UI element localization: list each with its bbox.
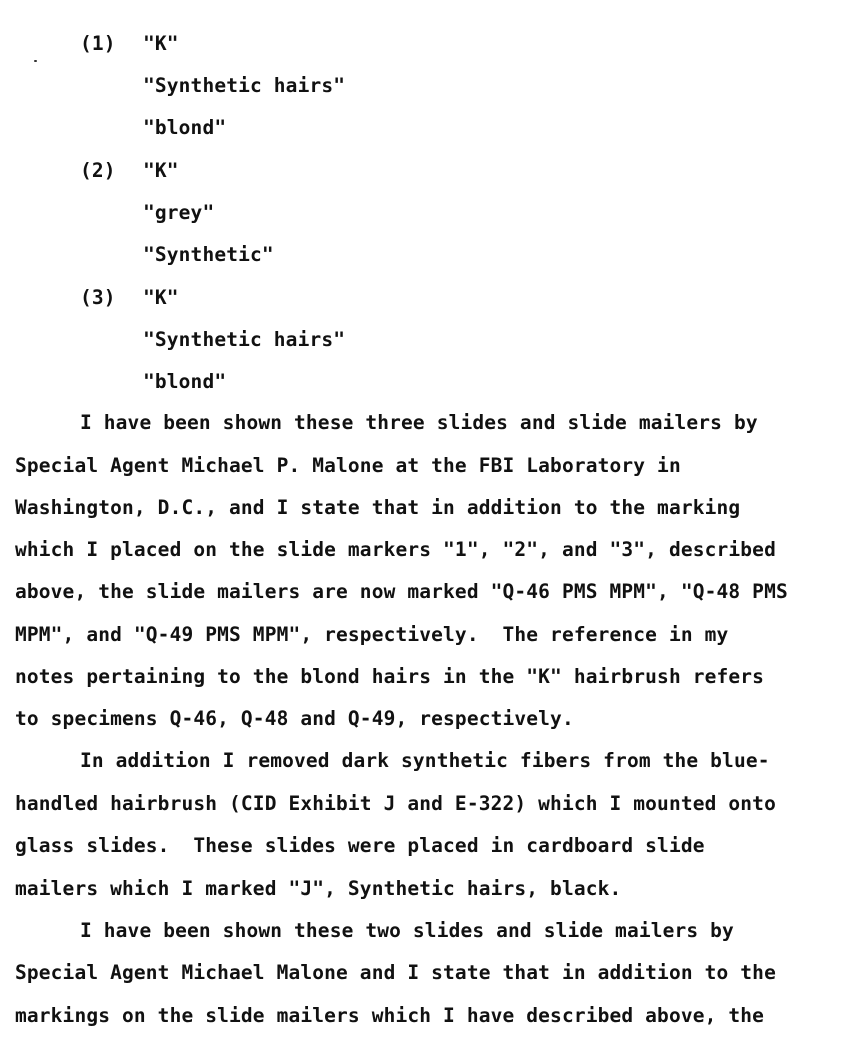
list-item-number: (2)	[80, 159, 116, 182]
list-item-line: "K"	[143, 286, 179, 309]
list-item-line: "Synthetic hairs"	[143, 328, 346, 351]
paragraph-line: notes pertaining to the blond hairs in the "K" hairbrush refers	[15, 665, 765, 688]
scan-speck	[34, 60, 37, 62]
list-item-line: "Synthetic"	[143, 243, 274, 266]
paragraph-line: handled hairbrush (CID Exhibit J and E-322) which I mounted onto	[15, 792, 776, 815]
paragraph-line: mailers which I marked "J", Synthetic hairs, black.	[15, 877, 622, 900]
list-item-number: (1)	[80, 32, 116, 55]
paragraph-line: I have been shown these two slides and slide mailers by	[80, 919, 734, 942]
paragraph-line: markings on the slide mailers which I have described above, the	[15, 1004, 765, 1027]
list-item-line: "blond"	[143, 116, 227, 139]
paragraph-line: Special Agent Michael P. Malone at the FBI Laboratory in	[15, 454, 681, 477]
paragraph-line: I have been shown these three slides and slide mailers by	[80, 411, 758, 434]
paragraph-line: Special Agent Michael Malone and I state that in addition to the	[15, 961, 776, 984]
paragraph-line: glass slides. These slides were placed in cardboard slide	[15, 834, 705, 857]
paragraph-line: Washington, D.C., and I state that in addition to the marking	[15, 496, 741, 519]
list-item-line: "Synthetic hairs"	[143, 74, 346, 97]
paragraph-line: In addition I removed dark synthetic fibers from the blue-	[80, 749, 770, 772]
paragraph-line: MPM", and "Q-49 PMS MPM", respectively. The reference in my	[15, 623, 729, 646]
paragraph-line: above, the slide mailers are now marked "Q-46 PMS MPM", "Q-48 PMS	[15, 580, 788, 603]
list-item-line: "K"	[143, 32, 179, 55]
list-item-number: (3)	[80, 286, 116, 309]
list-item-line: "K"	[143, 159, 179, 182]
list-item-line: "blond"	[143, 370, 227, 393]
list-item-line: "grey"	[143, 201, 215, 224]
paragraph-line: to specimens Q-46, Q-48 and Q-49, respectively.	[15, 707, 574, 730]
paragraph-line: which I placed on the slide markers "1", "2", and "3", described	[15, 538, 776, 561]
